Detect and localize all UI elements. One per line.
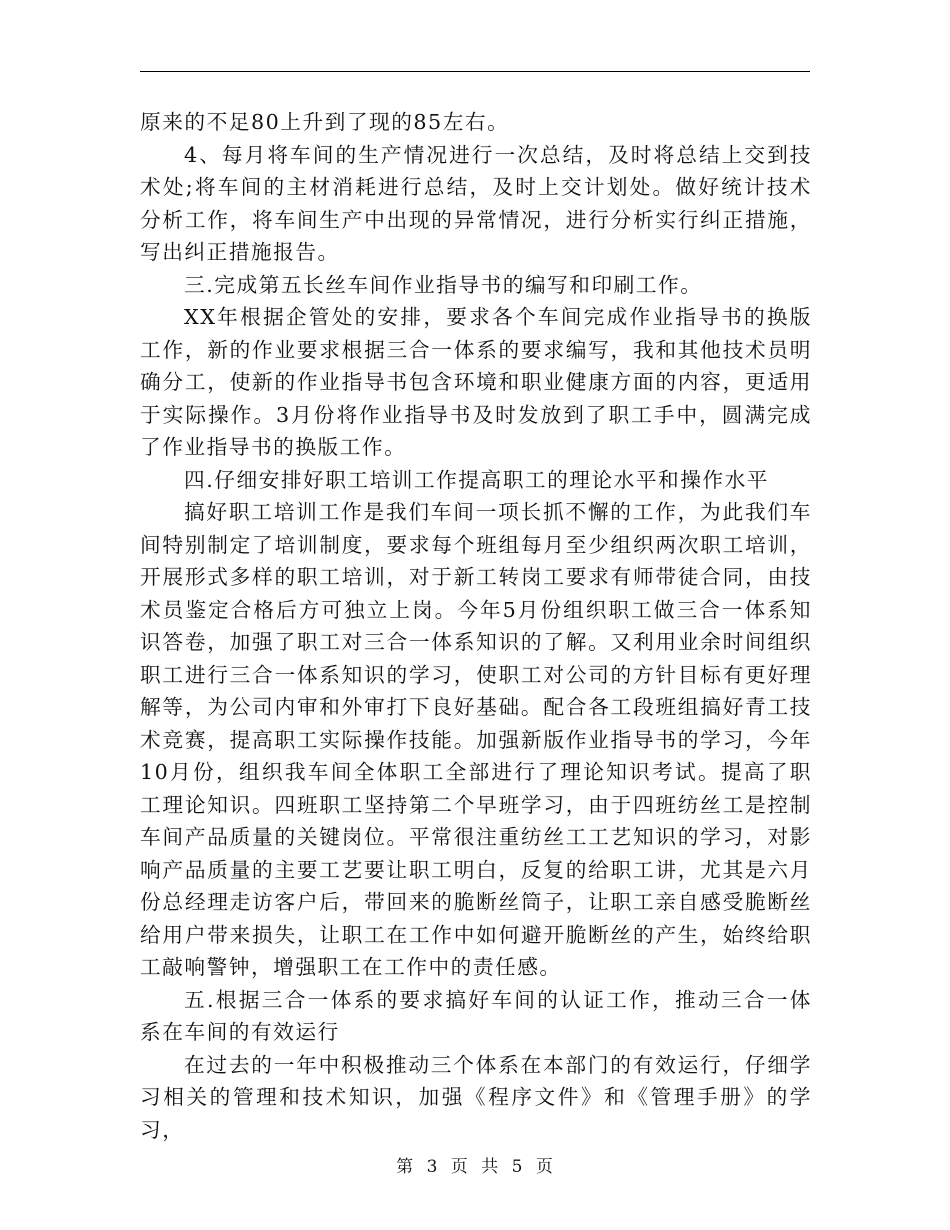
paragraph-continuation: 原来的不足80上升到了现的85左右。 [140,110,510,134]
page-footer [0,1152,950,1177]
footer-total-word: 共 [481,1157,500,1177]
paragraph-section-3: XX年根据企管处的安排，要求各个车间完成作业指导书的换版工作，新的作业要求根据三合一体系的要求编写，我和其他技术员明确分工，使新的作业指导书包含环境和职业健康方面的内容，更适用于实际操作。3月份将作业指导书及时发放到了职工手中，圆满完成了作业指导书的换版工作。 [140,305,812,459]
paragraph-section-5: 在过去的一年中积极推动三个体系在本部门的有效运行，仔细学习相关的管理和技术知识，加强《程序文件》和《管理手册》的学习， [140,1052,812,1142]
header-rule [140,71,810,72]
footer-page-word: 页 [450,1157,469,1177]
footer-prefix: 第 [396,1157,415,1177]
paragraph-section-4: 搞好职工培训工作是我们车间一项长抓不懈的工作，为此我们车间特别制定了培训制度，要求每个班组每月至少组织两次职工培训，开展形式多样的职工培训，对于新工转岗工要求有师带徒合同，由技术员鉴定合格后方可独立上岗。今年5月份组织职工做三合一体系知识答卷，加强了职工对三合一体系知识的了解。又利用业余时间组织职工进行三合一体系知识的学习，使职工对公司的方针目标有更好理解等，为公司内审和外审打下良好基础。配合各工段班组搞好青工技术竞赛，提高职工实际操作技能。加强新版作业指导书的学习，今年10月份，组织我车间全体职工全部进行了理论知识考试。提高了职工理论知识。四班职工坚持第二个早班学习，由于四班纺丝工是控制车间产品质量的关键岗位。平常很注重纺丝工工艺知识的学习，对影响产品质量的主要工艺要让职工明白，反复的给职工讲，尤其是六月份总经理走访客户后，带回来的脆断丝筒子，让职工亲自感受脆断丝给用户带来损失，让职工在工作中如何避开脆断丝的产生，始终给职工敲响警钟，增强职工在工作中的责任感。 [140,500,812,979]
body-text [140,106,812,1146]
footer-current-page: 3 [426,1157,439,1177]
section-heading-5: 五.根据三合一体系的要求搞好车间的认证工作，推动三合一体系在车间的有效运行 [140,987,812,1044]
paragraph-item-4: 4、每月将车间的生产情况进行一次总结，及时将总结上交到技术处;将车间的主材消耗进行总结，及时上交计划处。做好统计技术分析工作，将车间生产中出现的异常情况，进行分析实行纠正措施，写出纠正措施报告。 [140,142,812,264]
footer-suffix: 页 [535,1157,554,1177]
section-heading-4: 四.仔细安排好职工培训工作提高职工的理论水平和操作水平 [184,467,769,492]
footer-total-pages: 5 [511,1157,524,1177]
section-heading-3: 三.完成第五长丝车间作业指导书的编写和印刷工作。 [184,272,703,297]
